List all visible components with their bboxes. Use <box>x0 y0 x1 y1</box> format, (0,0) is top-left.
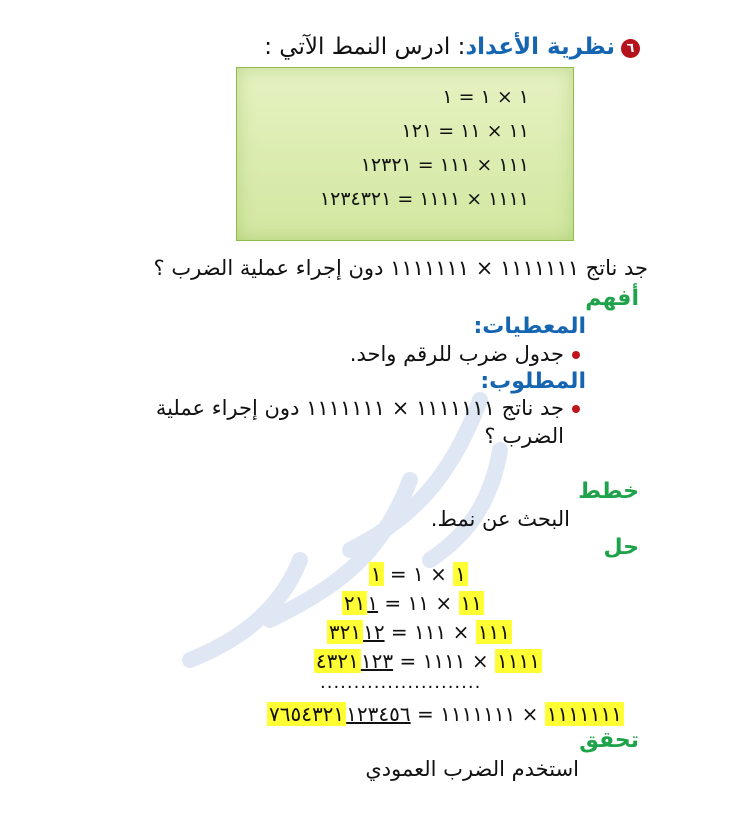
solution-operator: × ١ = <box>383 562 454 586</box>
solution-operator: × ١١١١ = <box>393 649 496 673</box>
givens-item <box>350 342 580 366</box>
solution-factor: ١١١١١١١ <box>546 702 622 726</box>
solution-product-highlight: ٣٢١ <box>328 620 362 644</box>
question-prompt: جد ناتج ١١١١١١١ × ١١١١١١١ دون إجراء عملية الضرب ؟ <box>153 256 648 280</box>
solution-product-highlight: ٤٣٢١ <box>315 649 359 673</box>
solution-operator: × ١١١١١١١ = <box>410 702 545 726</box>
solution-operator: × ١١ = <box>378 591 459 615</box>
solution-product-highlight: ٢١ <box>343 591 366 615</box>
solution-product-rest: ١٢٣ <box>360 649 394 673</box>
solution-product-highlight: ١ <box>370 562 382 586</box>
solution-row <box>369 560 468 588</box>
solution-product-rest: ١٢ <box>363 620 385 644</box>
required-item <box>156 396 580 420</box>
pattern-line: ١١١١ × ١١١١ = ١٢٣٤٣٢١ <box>319 188 529 210</box>
solution-factor: ١١١ <box>477 620 510 644</box>
understand-heading: أفهم <box>585 286 639 311</box>
required-item-text: جد ناتج ١١١١١١١ × ١١١١١١١ دون إجراء عملية <box>155 396 564 420</box>
check-text: استخدم الضرب العمودي <box>365 757 579 781</box>
solution-operator: × ١١١ = <box>384 620 476 644</box>
solve-heading: حل <box>603 535 639 560</box>
pattern-box <box>236 67 574 241</box>
question-topic: نظرية الأعداد <box>465 34 615 60</box>
solution-row <box>327 618 512 646</box>
solution-factor: ١١١١ <box>497 649 540 673</box>
question-heading <box>264 34 640 60</box>
question-number-badge: ٦ <box>621 39 640 58</box>
solution-factor: ١١ <box>460 591 482 615</box>
required-heading: المطلوب: <box>480 369 586 394</box>
bullet-icon <box>572 405 580 413</box>
solution-row <box>314 647 542 675</box>
solution-row <box>267 700 624 728</box>
plan-text: البحث عن نمط. <box>430 507 570 531</box>
pattern-line: ١ × ١ = ١ <box>442 86 529 108</box>
solution-factor: ١ <box>455 562 466 586</box>
givens-item-text: جدول ضرب للرقم واحد. <box>349 342 564 366</box>
question-instruction: : ادرس النمط الآتي : <box>264 34 466 60</box>
bullet-icon <box>572 351 580 359</box>
solution-product-rest: ١٢٣٤٥٦ <box>346 702 411 726</box>
givens-heading: المعطيات: <box>473 314 586 339</box>
check-heading: تحقق <box>579 728 639 753</box>
solution-row <box>342 589 484 617</box>
required-item-continuation: الضرب ؟ <box>484 424 564 448</box>
solution-product-rest: ١ <box>367 591 379 615</box>
plan-heading: خطط <box>578 479 639 504</box>
pattern-line: ١١١ × ١١١ = ١٢٣٢١ <box>360 154 529 176</box>
ellipsis-dots: ........................ <box>320 672 482 693</box>
pattern-line: ١١ × ١١ = ١٢١ <box>401 120 529 142</box>
solution-product-highlight: ٧٦٥٤٣٢١ <box>268 702 345 726</box>
